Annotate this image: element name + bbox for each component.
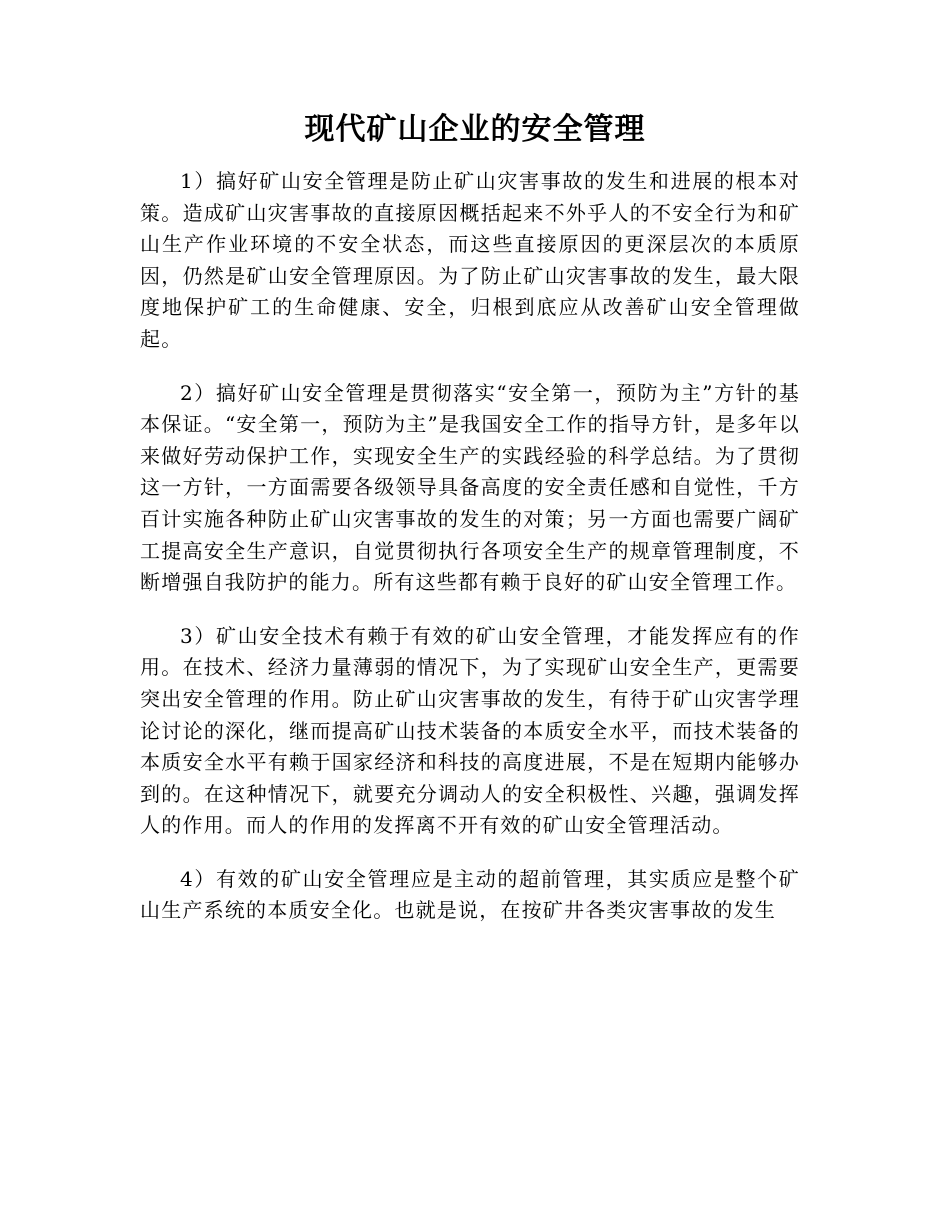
paragraph-2: 2）搞好矿山安全管理是贯彻落实“安全第一，预防为主”方针的基本保证。“安全第一，预防为主”是我国安全工作的指导方针，是多年以来做好劳动保护工作，实现安全生产的实践经验的科学总结。为了贯彻这一方针，一方面需要各级领导具备高度的安全责任感和自觉性，千方百计实施各种防止矿山灾害事故的发生的对策；另一方面也需要广阔矿工提高安全生产意识，自觉贯彻执行各项安全生产的规章管理制度，不断增强自我防护的能力。所有这些都有赖于良好的矿山安全管理工作。	[140, 380, 800, 595]
document-title: 现代矿山企业的安全管理	[304, 112, 646, 147]
paragraph-3: 3）矿山安全技术有赖于有效的矿山安全管理，才能发挥应有的作用。在技术、经济力量薄弱的情况下，为了实现矿山安全生产，更需要突出安全管理的作用。防止矿山灾害事故的发生，有待于矿山灾害学理论讨论的深化，继而提高矿山技术装备的本质安全水平，而技术装备的本质安全水平有赖于国家经济和科技的高度进展，不是在短期内能够办到的。在这种情况下，就要充分调动人的安全积极性、兴趣，强调发挥人的作用。而人的作用的发挥离不开有效的矿山安全管理活动。	[140, 623, 800, 838]
paragraph-4: 4）有效的矿山安全管理应是主动的超前管理，其实质应是整个矿山生产系统的本质安全化。也就是说，在按矿井各类灾害事故的发生	[140, 866, 800, 923]
document-body	[140, 166, 800, 949]
paragraph-1: 1）搞好矿山安全管理是防止矿山灾害事故的发生和进展的根本对策。造成矿山灾害事故的直接原因概括起来不外乎人的不安全行为和矿山生产作业环境的不安全状态，而这些直接原因的更深层次的本质原因，仍然是矿山安全管理原因。为了防止矿山灾害事故的发生，最大限度地保护矿工的生命健康、安全，归根到底应从改善矿山安全管理做起。	[140, 169, 800, 351]
